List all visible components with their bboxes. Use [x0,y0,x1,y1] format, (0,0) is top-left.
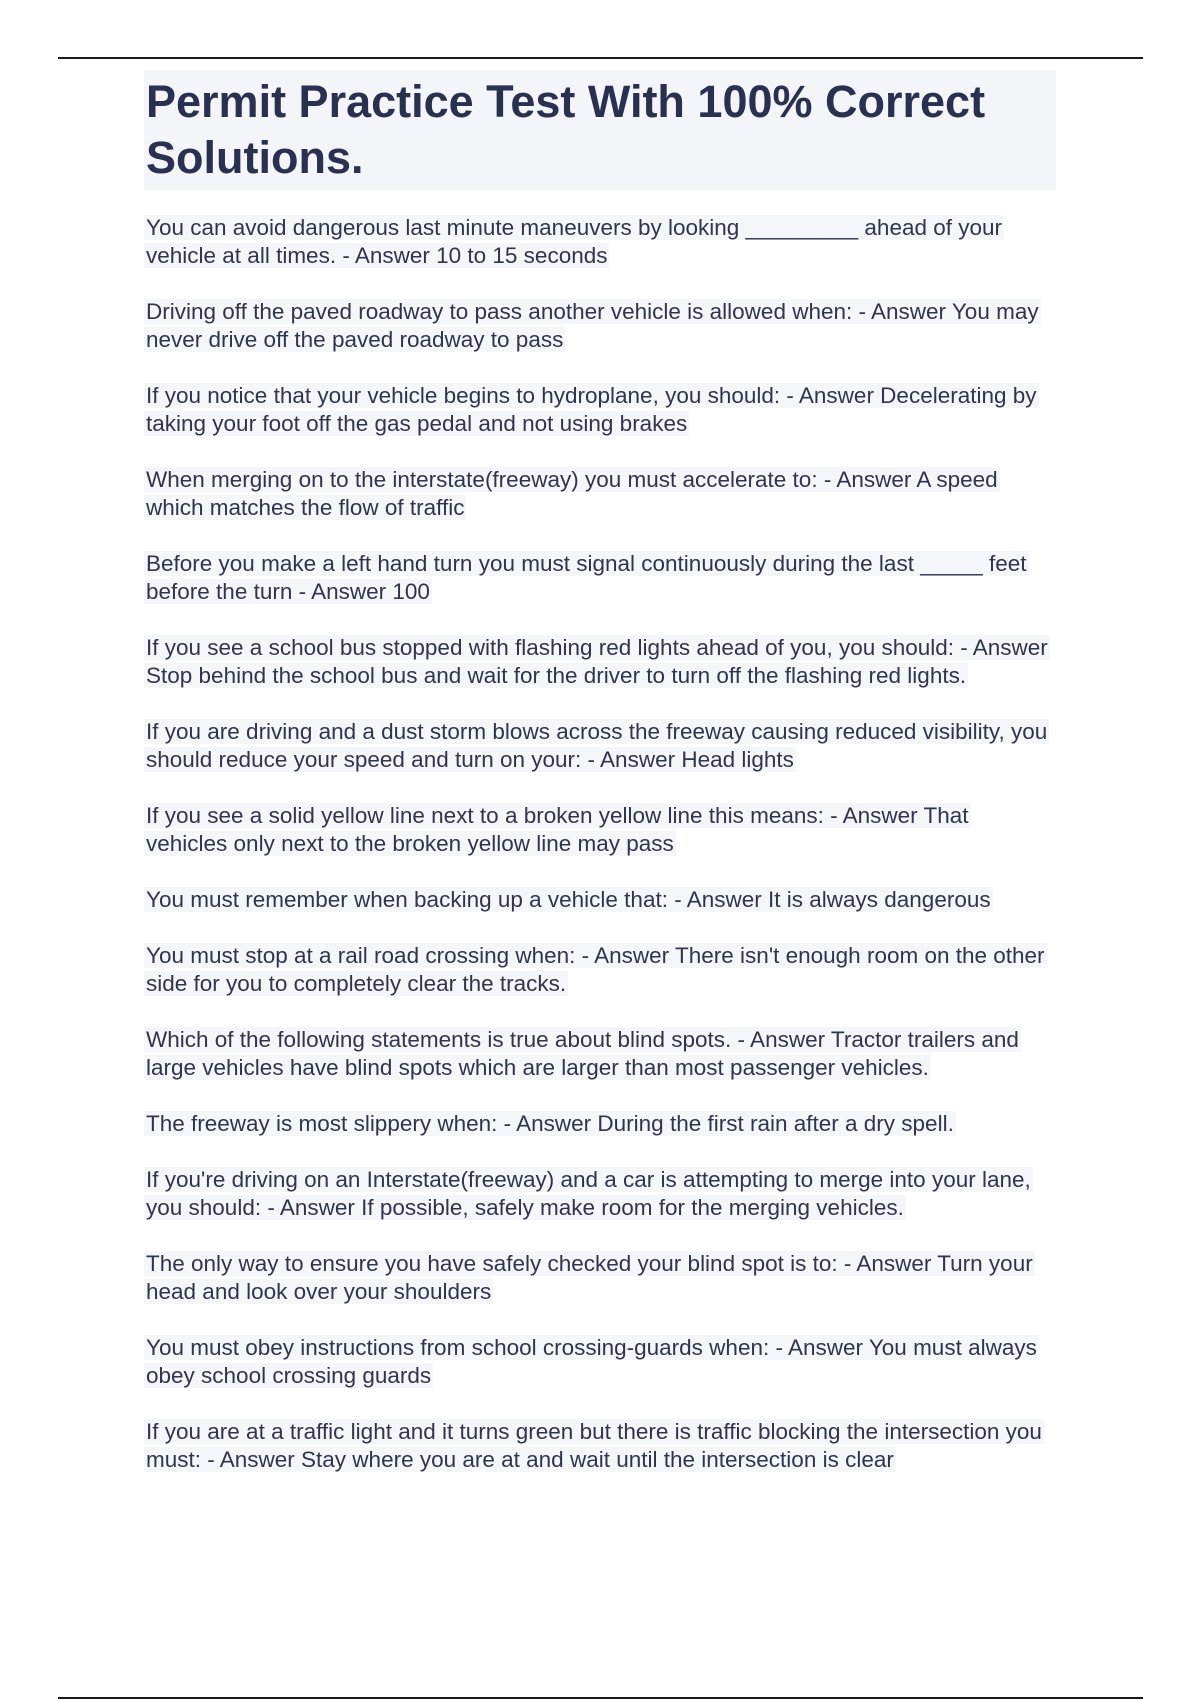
question-item [144,802,1056,858]
question-text: If you see a solid yellow line next to a broken yellow line this means: - Answer That vehicles only next to the broken yellow line may pass [146,803,969,856]
question-list [144,214,1056,1474]
question-text: If you are at a traffic light and it turns green but there is traffic blocking the intersection you must: - Answer Stay where you are at and wait until the intersection is clear [146,1419,1042,1472]
question-item [144,1334,1056,1390]
question-text: If you're driving on an Interstate(freeway) and a car is attempting to merge into your lane, you should: - Answer If possible, safely make room for the merging vehicles. [146,1167,1031,1220]
question-item [144,942,1056,998]
question-item [144,214,1056,270]
question-text: The freeway is most slippery when: - Answer During the first rain after a dry spell. [146,1111,954,1136]
question-text: You must remember when backing up a vehicle that: - Answer It is always dangerous [146,887,991,912]
question-item [144,1166,1056,1222]
top-rule [58,57,1143,59]
question-text: If you are driving and a dust storm blows across the freeway causing reduced visibility, you should reduce your speed and turn on your: - Answer Head lights [146,719,1048,772]
question-item [144,550,1056,606]
question-text: Before you make a left hand turn you must signal continuously during the last _____ feet before the turn - Answer 100 [146,551,1027,604]
question-item [144,1110,1056,1138]
question-text: You must obey instructions from school crossing-guards when: - Answer You must always obey school crossing guards [146,1335,1037,1388]
question-item [144,298,1056,354]
question-text: If you notice that your vehicle begins to hydroplane, you should: - Answer Decelerating by taking your foot off the gas pedal and not using brakes [146,383,1037,436]
question-text: Which of the following statements is true about blind spots. - Answer Tractor trailers and large vehicles have blind spots which are larger than most passenger vehicles. [146,1027,1019,1080]
question-item [144,886,1056,914]
question-item [144,466,1056,522]
document-title: Permit Practice Test With 100% Correct Solutions. [144,70,1056,190]
question-item [144,718,1056,774]
question-item [144,1026,1056,1082]
question-text: You must stop at a rail road crossing when: - Answer There isn't enough room on the other side for you to completely clear the tracks. [146,943,1045,996]
question-text: When merging on to the interstate(freeway) you must accelerate to: - Answer A speed which matches the flow of traffic [146,467,998,520]
question-text: Driving off the paved roadway to pass another vehicle is allowed when: - Answer You may never drive off the paved roadway to pass [146,299,1039,352]
question-text: The only way to ensure you have safely checked your blind spot is to: - Answer Turn your head and look over your shoulders [146,1251,1033,1304]
question-item [144,634,1056,690]
bottom-rule [58,1697,1143,1699]
question-text: You can avoid dangerous last minute maneuvers by looking _________ ahead of your vehicle at all times. - Answer 10 to 15 seconds [146,215,1003,268]
document-body [144,70,1056,1502]
question-item [144,382,1056,438]
question-text: If you see a school bus stopped with flashing red lights ahead of you, you should: - Answer Stop behind the school bus and wait for the driver to turn off the flashing red lights. [146,635,1048,688]
question-item [144,1418,1056,1474]
question-item [144,1250,1056,1306]
